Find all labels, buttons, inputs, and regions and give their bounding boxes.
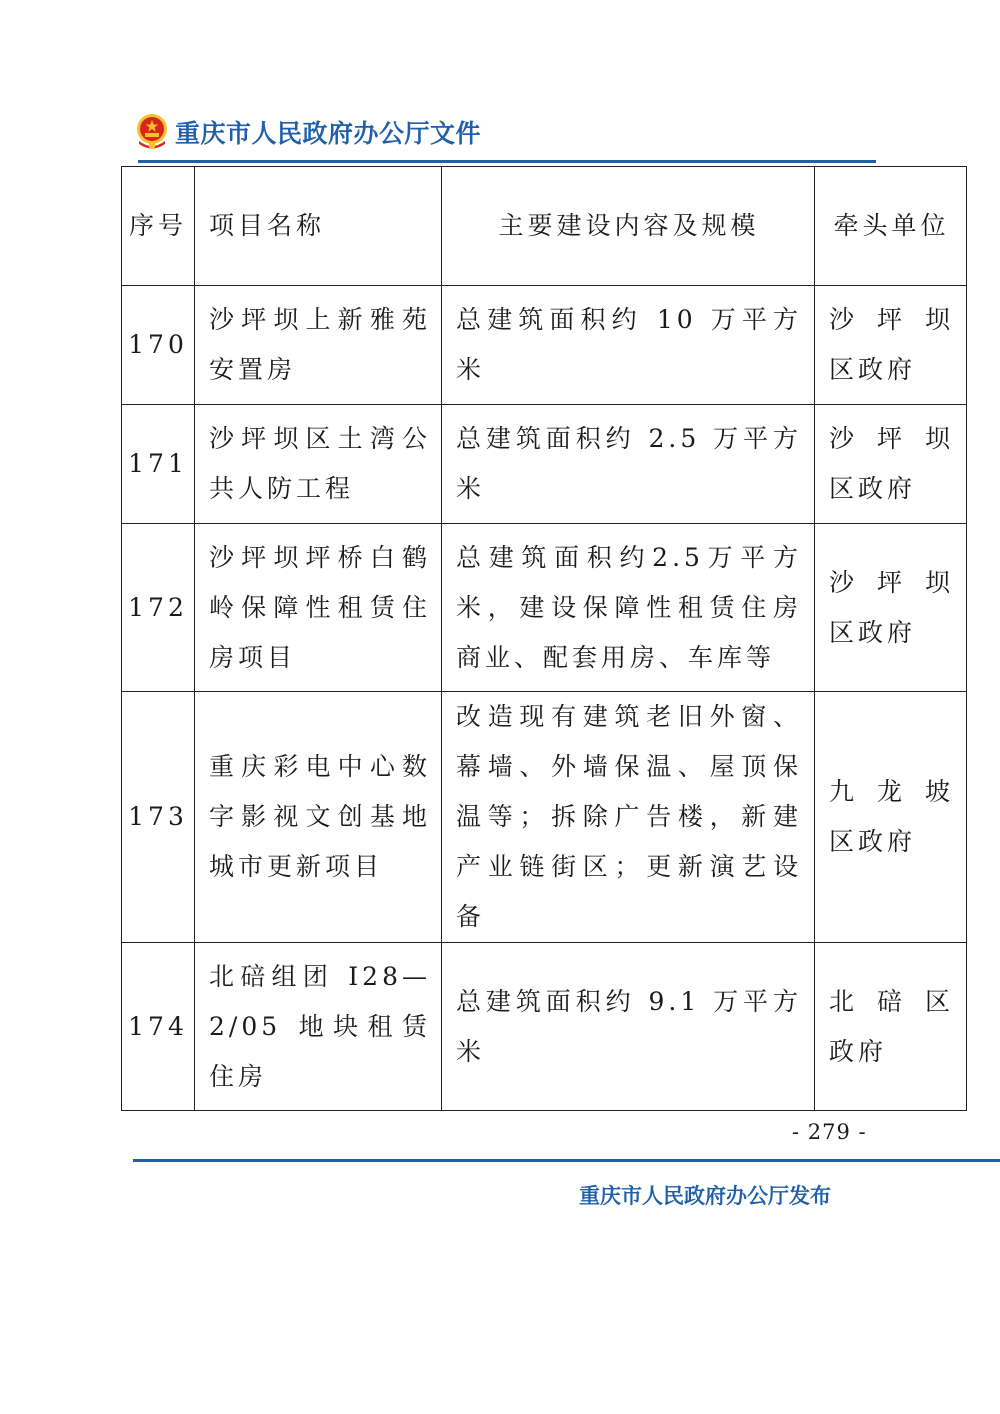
project-content: 总建筑面积约2.5万平方米，建设保障性租赁住房商业、配套用房、车库等 xyxy=(442,524,815,692)
project-content: 总建筑面积约 10 万平方米 xyxy=(442,286,815,405)
document-header xyxy=(135,113,481,151)
table-row xyxy=(122,286,967,405)
lead-unit xyxy=(815,943,967,1111)
header-title: 重庆市人民政府办公厅文件 xyxy=(175,119,482,148)
row-number: 170 xyxy=(122,286,195,405)
project-name: 北碚组团 I28—2/05 地块租赁住房 xyxy=(195,943,442,1111)
lead-unit-line-1: 沙 坪 坝 xyxy=(829,305,954,334)
lead-unit-line-1: 沙 坪 坝 xyxy=(829,567,954,597)
project-content: 总建筑面积约 9.1 万平方米 xyxy=(442,943,815,1111)
lead-unit xyxy=(815,524,967,692)
lead-unit-line-1: 北 碚 区 xyxy=(829,986,954,1016)
lead-unit-line-2: 区政府 xyxy=(829,827,917,856)
lead-unit-line-2: 区政府 xyxy=(829,474,917,503)
row-number: 171 xyxy=(122,405,195,524)
column-header-content: 主要建设内容及规模 xyxy=(442,167,815,286)
column-header-unit: 牵头单位 xyxy=(815,167,967,286)
column-header-no: 序号 xyxy=(122,167,195,286)
project-name: 重庆彩电中心数字影视文创基地城市更新项目 xyxy=(195,692,442,943)
project-name: 沙坪坝区土湾公共人防工程 xyxy=(195,405,442,524)
lead-unit-line-2: 区政府 xyxy=(829,355,917,384)
row-number: 174 xyxy=(122,943,195,1111)
table-row xyxy=(122,405,967,524)
table-row xyxy=(122,692,967,943)
lead-unit xyxy=(815,692,967,943)
project-content: 改造现有建筑老旧外窗、幕墙、外墙保温、屋顶保温等；拆除广告楼，新建产业链街区；更新演艺设备 xyxy=(442,692,815,943)
table-header-row xyxy=(122,167,967,286)
lead-unit-line-1: 沙 坪 坝 xyxy=(829,424,954,453)
project-name: 沙坪坝上新雅苑安置房 xyxy=(195,286,442,405)
lead-unit-line-2: 区政府 xyxy=(829,617,917,647)
lead-unit xyxy=(815,405,967,524)
lead-unit-line-2: 政府 xyxy=(829,1036,888,1066)
national-emblem-icon xyxy=(135,113,169,151)
row-number: 173 xyxy=(122,692,195,943)
project-name: 沙坪坝坪桥白鹤岭保障性租赁住房项目 xyxy=(195,524,442,692)
project-content: 总建筑面积约 2.5 万平方米 xyxy=(442,405,815,524)
project-table xyxy=(121,166,967,1111)
lead-unit-line-1: 九 龙 坡 xyxy=(829,777,954,806)
lead-unit xyxy=(815,286,967,405)
table-row xyxy=(122,943,967,1111)
page-number: - 279 - xyxy=(792,1120,867,1144)
header-divider xyxy=(138,160,876,163)
column-header-name: 项目名称 xyxy=(195,167,442,286)
footer-divider xyxy=(133,1159,1000,1162)
footer-publisher: 重庆市人民政府办公厅发布 xyxy=(579,1184,831,1208)
table-row xyxy=(122,524,967,692)
row-number: 172 xyxy=(122,524,195,692)
